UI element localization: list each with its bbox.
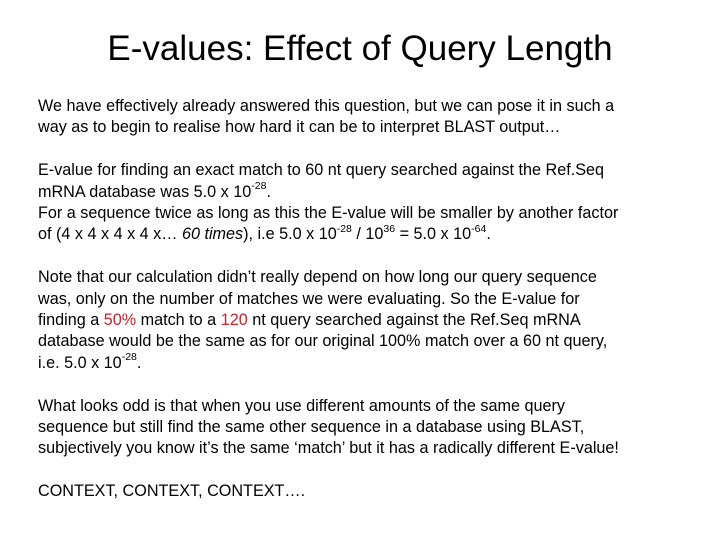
- highlight-50-percent: 50%: [103, 311, 137, 330]
- paragraph-gap: [38, 246, 710, 267]
- highlight-120: 120: [220, 311, 248, 330]
- note-line-2: was, only on the number of matches we were evaluating. So the E-value for: [38, 289, 580, 308]
- paragraph-gap: [38, 374, 710, 395]
- slide-body: [38, 96, 710, 503]
- odd-line-3: subjectively you know it’s the same ‘match’ but it has a radically different E-value!: [38, 439, 619, 458]
- evalue-line-2-text: mRNA database was 5.0 x 10: [38, 182, 252, 201]
- exponent: 36: [383, 223, 396, 236]
- period: .: [136, 353, 142, 372]
- intro-paragraph: [38, 96, 710, 139]
- odd-line-2: sequence but still find the same other sequence in a database using BLAST,: [38, 418, 585, 437]
- context-line: CONTEXT, CONTEXT, CONTEXT….: [38, 482, 306, 501]
- slide-title: E-values: Effect of Query Length: [107, 29, 613, 68]
- exponent: -28: [336, 223, 352, 236]
- period: .: [266, 182, 271, 201]
- note-line-1: Note that our calculation didn’t really depend on how long our query sequence: [38, 268, 597, 287]
- exponent: -28: [121, 351, 137, 364]
- note-paragraph: [38, 267, 710, 374]
- intro-line-1: We have effectively already answered this question, but we can pose it in such a: [38, 97, 615, 115]
- period: .: [486, 225, 491, 244]
- odd-paragraph: [38, 396, 710, 460]
- paragraph-gap: [38, 139, 710, 160]
- note-line-3-end: nt query searched against the Ref.Seq mRNA: [247, 311, 581, 330]
- evalue-line-3: For a sequence twice as long as this the E-value will be smaller by another factor: [38, 204, 619, 223]
- italic-60-times: 60 times: [181, 225, 244, 244]
- note-line-5: [38, 353, 710, 374]
- evalue-line-4-mid-2: / 10: [351, 225, 384, 244]
- evalue-line-4-mid-1: ), i.e 5.0 x 10: [243, 225, 337, 244]
- evalue-line-4: [38, 224, 710, 245]
- evalue-line-1: E-value for finding an exact match to 60 nt query searched against the Ref.Seq: [38, 161, 605, 180]
- odd-line-1: What looks odd is that when you use different amounts of the same query: [38, 396, 565, 415]
- note-line-3: [38, 310, 710, 331]
- evalue-paragraph: [38, 160, 710, 246]
- note-line-3-text: finding a: [38, 311, 104, 330]
- evalue-line-4-mid-3: = 5.0 x 10: [395, 225, 472, 244]
- note-line-4: database would be the same as for our original 100% match over a 60 nt query,: [38, 332, 608, 351]
- note-line-3-mid: match to a: [136, 311, 221, 330]
- note-line-5-text: i.e. 5.0 x 10: [38, 353, 122, 372]
- paragraph-gap: [38, 460, 710, 481]
- evalue-line-2: [38, 182, 710, 203]
- exponent: -64: [471, 223, 487, 236]
- intro-line-2: way as to begin to realise how hard it can be to interpret BLAST output…: [38, 118, 561, 137]
- evalue-line-4-text: of (4 x 4 x 4 x 4 x…: [38, 225, 182, 244]
- exponent: -28: [251, 180, 267, 193]
